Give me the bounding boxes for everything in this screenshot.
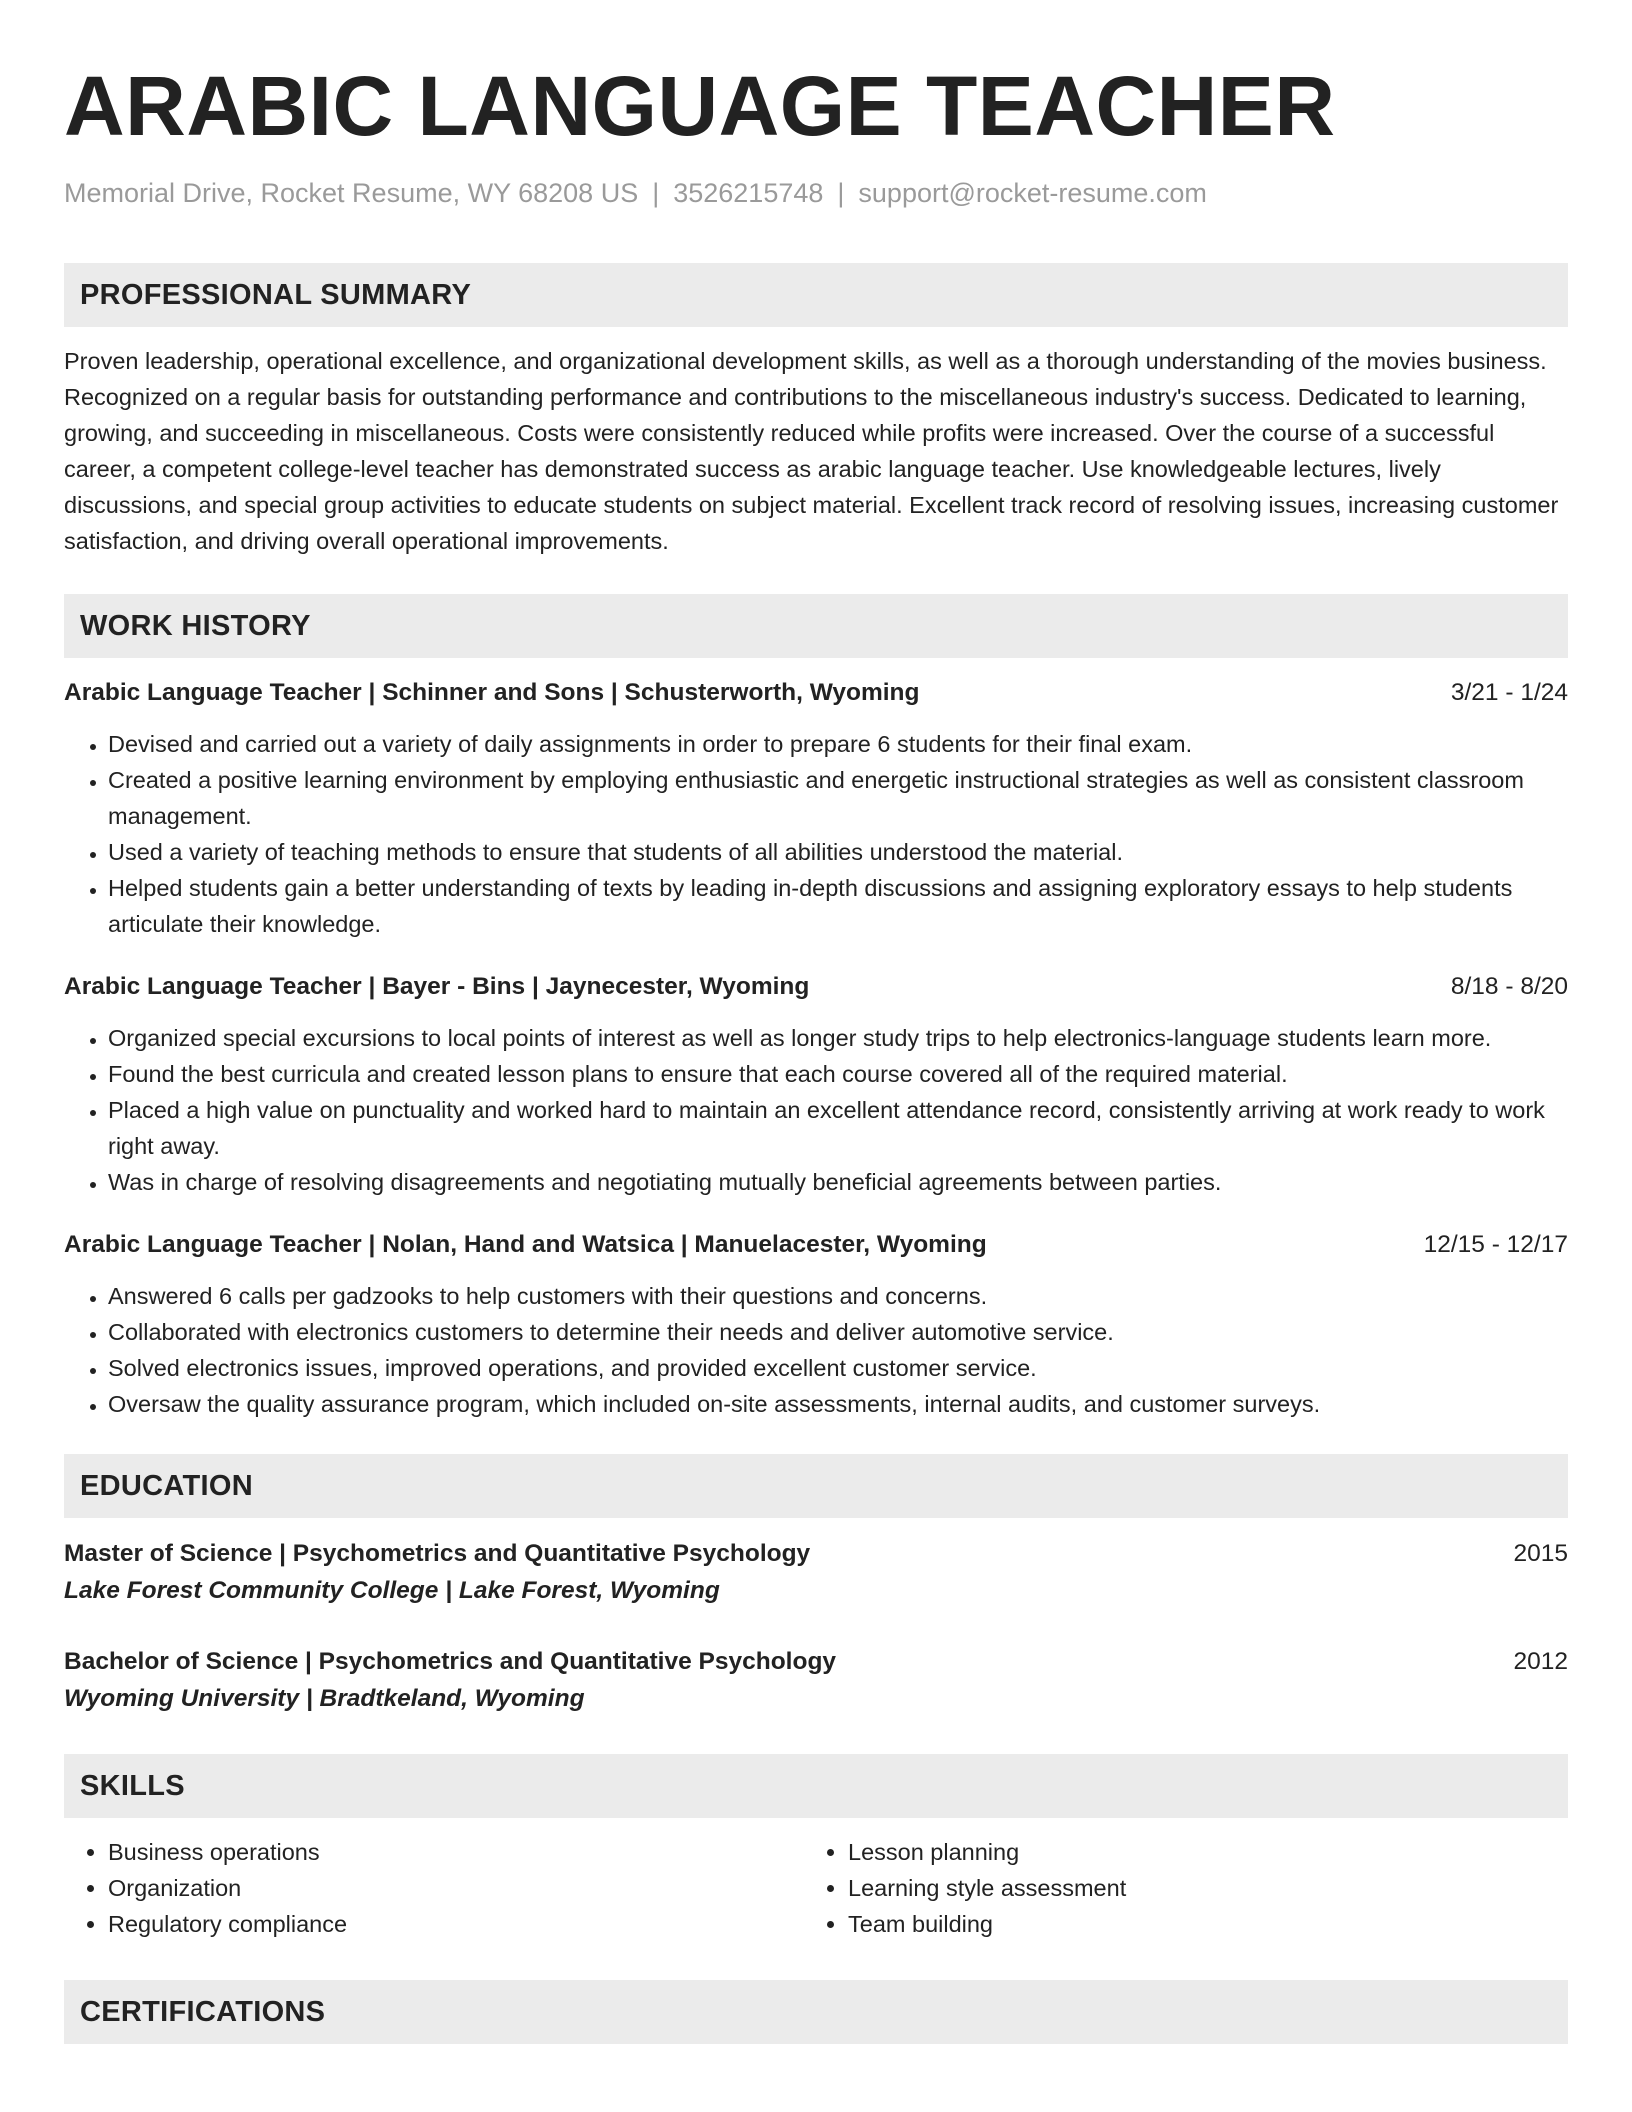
job-bullet: • Organized special excursions to local points of interest as well as longer study trips to help electronics-language students learn more. [108, 1020, 1568, 1056]
job-bullet: • Helped students gain a better understanding of texts by leading in-depth discussions and assigning exploratory essays to help students articulate their knowledge. [108, 870, 1568, 942]
job-entry [64, 1228, 1568, 1422]
skill-item: • Lesson planning [848, 1834, 1126, 1870]
education-school: Wyoming University | Bradtkeland, Wyoming [64, 1685, 585, 1712]
summary-text: Proven leadership, operational excellence, and organizational development skills, as well as a thorough understanding of the movies business. Recognized on a regular basis for outstanding performance and contributions to the miscellaneous industry's success. Dedicated to learning, growing, and succeeding in miscellaneous. Costs were consistently reduced while profits were increased. Over the course of a successful career, a competent college-level teacher has demonstrated success as arabic language teacher. Use knowledgeable lectures, lively discussions, and special group activities to educate students on subject material. Excellent track record of resolving issues, increasing customer satisfaction, and driving overall operational improvements. [64, 348, 1559, 554]
education-heading [64, 1644, 1568, 1680]
job-heading [64, 676, 1568, 710]
section-header-work-history: WORK HISTORY [64, 594, 1568, 658]
contact-phone: 3526215748 [673, 178, 824, 208]
job-heading [64, 1228, 1568, 1262]
skills-column-right [804, 1834, 1126, 1942]
job-bullet: • Solved electronics issues, improved operations, and provided excellent customer service. [108, 1350, 1568, 1386]
contact-separator: | [837, 178, 845, 208]
job-title: Arabic Language Teacher | Schinner and Sons | Schusterworth, Wyoming [64, 679, 920, 706]
skill-item: • Business operations [108, 1834, 804, 1870]
job-bullet: • Oversaw the quality assurance program, which included on-site assessments, internal audits, and customer surveys. [108, 1386, 1568, 1422]
job-bullet: • Collaborated with electronics customers to determine their needs and deliver automotive service. [108, 1314, 1568, 1350]
job-bullets [64, 1278, 1568, 1422]
education-entry [64, 1644, 1568, 1718]
skills-grid [64, 1834, 1568, 1942]
education-entry [64, 1536, 1568, 1610]
contact-email: support@rocket-resume.com [858, 178, 1207, 208]
job-entry [64, 676, 1568, 942]
education-year: 2015 [1513, 1540, 1568, 1567]
skill-item: • Team building [848, 1906, 1126, 1942]
contact-line [64, 176, 1568, 210]
skill-item: • Organization [108, 1870, 804, 1906]
job-bullet: • Placed a high value on punctuality and worked hard to maintain an excellent attendance record, consistently arriving at work ready to work right away. [108, 1092, 1568, 1164]
section-header-certifications: CERTIFICATIONS [64, 1980, 1568, 2044]
skills-column-left [64, 1834, 804, 1942]
job-bullets [64, 726, 1568, 942]
education-heading [64, 1536, 1568, 1572]
job-bullet: • Was in charge of resolving disagreements and negotiating mutually beneficial agreements between parties. [108, 1164, 1568, 1200]
job-bullet: • Used a variety of teaching methods to ensure that students of all abilities understood the material. [108, 834, 1568, 870]
job-dates: 3/21 - 1/24 [1450, 679, 1568, 706]
contact-address: Memorial Drive, Rocket Resume, WY 68208 US [64, 178, 639, 208]
job-bullet: • Created a positive learning environment by employing enthusiastic and energetic instructional strategies as well as consistent classroom management. [108, 762, 1568, 834]
education-year: 2012 [1513, 1648, 1568, 1675]
job-bullets [64, 1020, 1568, 1200]
education-degree: Bachelor of Science | Psychometrics and Quantitative Psychology [64, 1648, 837, 1675]
job-title: Arabic Language Teacher | Bayer - Bins | Jaynecester, Wyoming [64, 973, 810, 1000]
skill-item: • Learning style assessment [848, 1870, 1126, 1906]
education-school: Lake Forest Community College | Lake Forest, Wyoming [64, 1577, 720, 1604]
section-header-summary: PROFESSIONAL SUMMARY [64, 263, 1568, 327]
job-title: Arabic Language Teacher | Nolan, Hand and Watsica | Manuelacester, Wyoming [64, 1231, 987, 1258]
job-bullet: • Found the best curricula and created lesson plans to ensure that each course covered all of the required material. [108, 1056, 1568, 1092]
job-bullet: • Answered 6 calls per gadzooks to help customers with their questions and concerns. [108, 1278, 1568, 1314]
contact-separator: | [652, 178, 660, 208]
job-heading [64, 970, 1568, 1004]
section-header-education: EDUCATION [64, 1454, 1568, 1518]
job-dates: 12/15 - 12/17 [1423, 1231, 1568, 1258]
job-entry [64, 970, 1568, 1200]
job-bullet: • Devised and carried out a variety of daily assignments in order to prepare 6 students for their final exam. [108, 726, 1568, 762]
candidate-name: ARABIC LANGUAGE TEACHER [64, 59, 1336, 153]
section-header-skills: SKILLS [64, 1754, 1568, 1818]
job-dates: 8/18 - 8/20 [1450, 973, 1568, 1000]
skill-item: • Regulatory compliance [108, 1906, 804, 1942]
education-degree: Master of Science | Psychometrics and Quantitative Psychology [64, 1540, 811, 1567]
